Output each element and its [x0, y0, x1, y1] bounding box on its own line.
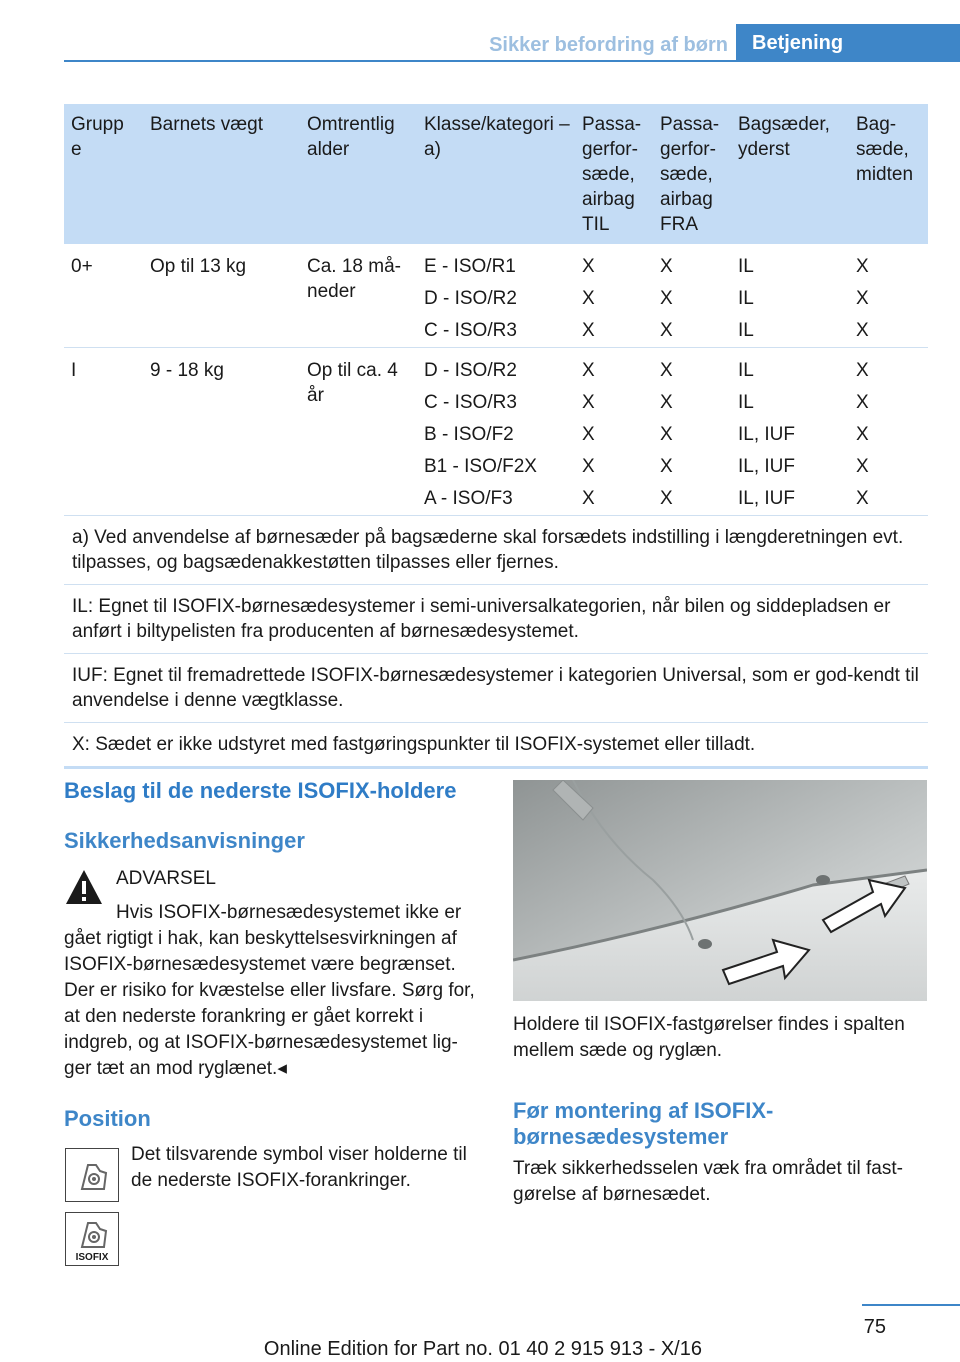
airbag-off-cell [660, 254, 673, 350]
rear-outer-value: IL, IUF [738, 424, 796, 445]
table-row [64, 348, 928, 516]
airbag-off-value: X [660, 456, 673, 477]
airbag-on-cell [582, 254, 595, 350]
col-header-class: Klasse/kategori – a) [424, 114, 570, 160]
isofix-symbol-icon [65, 1148, 119, 1202]
class-value: B - ISO/F2 [424, 424, 514, 445]
col-header-airbag-off: Passa- gerfor- sæde, airbag FRA [660, 114, 720, 235]
group-cell: I [71, 360, 77, 381]
rear-outer-value: IL [738, 320, 754, 341]
airbag-off-value: X [660, 288, 673, 309]
rear-middle-value: X [856, 320, 869, 341]
installation-text: Træk sikkerhedsselen væk fra området til fast-gørelse af børnesædet. [513, 1158, 903, 1205]
airbag-off-value: X [660, 320, 673, 341]
airbag-on-value: X [582, 488, 595, 509]
class-cell [424, 358, 537, 518]
table-header-row [64, 104, 928, 244]
rear-outer-cell [738, 358, 795, 518]
rear-outer-value: IL [738, 256, 754, 277]
header-rule [64, 60, 960, 62]
rear-middle-cell [856, 358, 869, 518]
edition-line: Online Edition for Part no. 01 40 2 915 913 - X/16 [263, 1338, 702, 1360]
rear-middle-cell [856, 254, 869, 350]
table-note-iuf: IUF: Egnet til fremadrettede ISOFIX-børnesædesystemer i kategorien Universal, som er god-kendt til anvendelse i denne vægtklasse. [64, 654, 928, 723]
class-value: A - ISO/F3 [424, 488, 513, 509]
airbag-off-value: X [660, 488, 673, 509]
airbag-off-value: X [660, 256, 673, 277]
class-value: C - ISO/R3 [424, 392, 517, 413]
table-note-x: X: Sædet er ikke udstyret med fastgøringspunkter til ISOFIX-systemet eller tilladt. [64, 723, 928, 769]
airbag-on-value: X [582, 256, 595, 277]
rear-outer-value: IL, IUF [738, 456, 796, 477]
table-row [64, 244, 928, 348]
rear-outer-cell [738, 254, 754, 350]
airbag-on-value: X [582, 424, 595, 445]
airbag-on-value: X [582, 392, 595, 413]
class-value: C - ISO/R3 [424, 320, 517, 341]
running-section-title: Sikker befordring af børn [489, 34, 728, 56]
rear-middle-value: X [856, 456, 869, 477]
col-header-rear-outer: Bagsæder, yderst [738, 114, 830, 160]
position-text: Det tilsvarende symbol viser holderne til de nederste ISOFIX-forankringer. [131, 1144, 467, 1191]
airbag-off-value: X [660, 392, 673, 413]
rear-middle-value: X [856, 288, 869, 309]
group-cell: 0+ [71, 256, 93, 277]
col-header-age: Omtrentlig alder [307, 114, 395, 160]
isofix-table [64, 104, 928, 769]
weight-cell: Op til 13 kg [150, 256, 247, 277]
class-value: D - ISO/R2 [424, 288, 517, 309]
rear-outer-value: IL [738, 288, 754, 309]
col-header-group: Grupp e [71, 114, 124, 160]
safety-heading: Sikkerhedsanvisninger [64, 828, 305, 853]
rear-outer-value: IL [738, 392, 754, 413]
airbag-on-value: X [582, 320, 595, 341]
col-header-rear-middle: Bag- sæde, midten [856, 114, 914, 185]
chapter-tab: Betjening [736, 24, 960, 62]
age-cell: Ca. 18 må- neder [307, 256, 401, 302]
section-title: Beslag til de nederste ISOFIX-holdere [64, 778, 457, 803]
table-note-il: IL: Egnet til ISOFIX-børnesædesystemer i semi-universalkategorien, når bilen og siddepladsen er anført i biltypelisten fra producenten af børnesædesystemet. [64, 585, 928, 654]
weight-cell: 9 - 18 kg [150, 360, 224, 381]
airbag-on-cell [582, 358, 595, 518]
warning-text: Hvis ISOFIX-børnesædesystemet ikke er gået rigtigt i hak, kan beskyttelsesvirkningen af ISOFIX-børnesædesystemet være begrænset. Der er risiko for kvæstelse eller livsfare. Sørg for, at den nederste forankring er gået korrekt i indgreb, og at ISOFIX-børnesædesystemet lig-ger tæt an mod ryglænet.◂ [64, 902, 475, 1079]
class-value: D - ISO/R2 [424, 360, 517, 381]
col-header-airbag-on: Passa- gerfor- sæde, airbag TIL [582, 114, 642, 235]
airbag-off-value: X [660, 360, 673, 381]
warning-label: ADVARSEL [116, 868, 216, 889]
rear-middle-value: X [856, 424, 869, 445]
rear-middle-value: X [856, 488, 869, 509]
col-header-weight: Barnets vægt [150, 114, 263, 135]
airbag-on-value: X [582, 456, 595, 477]
airbag-off-cell [660, 358, 673, 518]
class-cell [424, 254, 517, 350]
rear-middle-value: X [856, 256, 869, 277]
footer-rule [862, 1304, 960, 1306]
rear-middle-value: X [856, 392, 869, 413]
class-value: B1 - ISO/F2X [424, 456, 537, 477]
isofix-icon-label: ISOFIX [75, 1252, 109, 1263]
airbag-on-value: X [582, 288, 595, 309]
isofix-labeled-symbol-icon [65, 1212, 119, 1266]
rear-middle-value: X [856, 360, 869, 381]
rear-outer-value: IL [738, 360, 754, 381]
position-heading: Position [64, 1106, 151, 1131]
table-note-a: a) Ved anvendelse af børnesæder på bagsæderne skal forsædets indstilling i længderetningen evt. tilpasses, og bagsædenakkestøtten tilpasses eller fjernes. [64, 516, 928, 585]
photo-caption: Holdere til ISOFIX-fastgørelser findes i spalten mellem sæde og ryglæn. [513, 1014, 905, 1061]
page-number: 75 [863, 1316, 886, 1338]
isofix-mounts-photo [513, 780, 927, 1001]
class-value: E - ISO/R1 [424, 256, 516, 277]
airbag-off-value: X [660, 424, 673, 445]
installation-heading: Før montering af ISOFIX-børnesædesystemer [513, 1098, 774, 1149]
rear-outer-value: IL, IUF [738, 488, 796, 509]
age-cell: Op til ca. 4 år [307, 360, 398, 406]
airbag-on-value: X [582, 360, 595, 381]
